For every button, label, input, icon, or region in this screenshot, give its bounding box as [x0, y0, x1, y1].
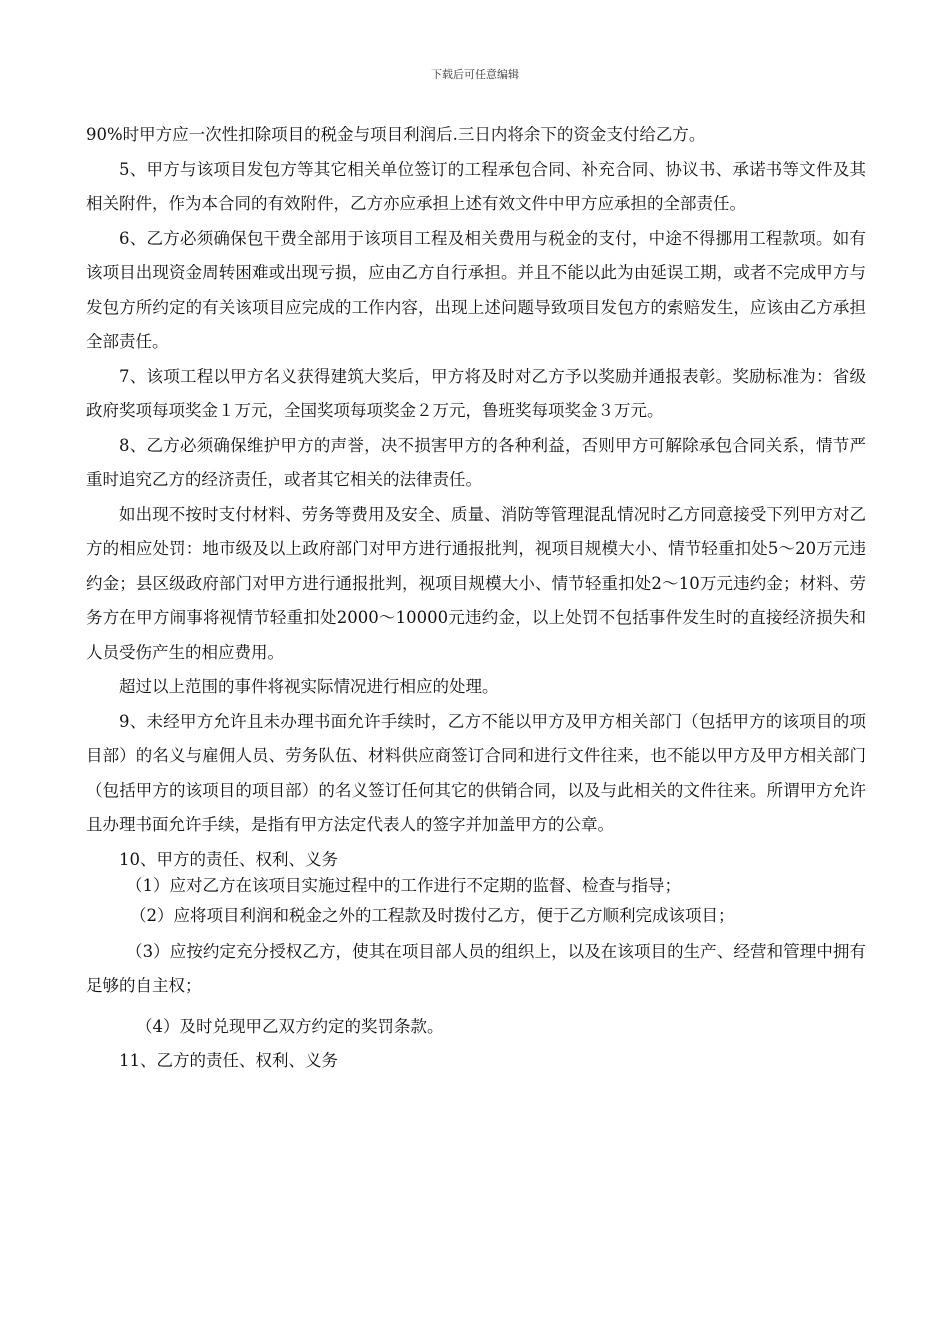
clause-10-heading: 10、甲方的责任、权利、义务	[119, 849, 338, 869]
clause-8-other: 超过以上范围的事件将视实际情况进行相应的处理。	[119, 677, 499, 696]
page-header-note: 下载后可任意编辑	[431, 68, 519, 81]
clause-6: 6、乙方必须确保包干费全部用于该项目工程及相关费用与税金的支付，中途不得挪用工程款项。如有该项目出现资金周转困难或出现亏损，应由乙方自行承担。并且不能以此为由延误工期，或者不完成甲方与发包方所约定的有关该项目应完成的工作内容，出现上述问题导致项目发包方的索赔发生，应该由乙方承担全部责任。	[86, 228, 866, 351]
clause-8: 8、乙方必须确保维护甲方的声誉，决不损害甲方的各种利益，否则甲方可解除承包合同关系，情节严重时追究乙方的经济责任，或者其它相关的法律责任。	[86, 435, 866, 489]
document-body	[86, 118, 866, 1079]
clause-7: 7、该项工程以甲方名义获得建筑大奖后，甲方将及时对乙方予以奖励并通报表彰。奖励标准为：省级政府奖项每项奖金１万元，全国奖项每项奖金２万元，鲁班奖每项奖金３万元。	[86, 366, 866, 420]
clause-10-item-1: （1）应对乙方在该项目实施过程中的工作进行不定期的监督、检查与指导；	[126, 875, 681, 895]
clause-10-item-3: （3）应按约定充分授权乙方，使其在项目部人员的组织上，以及在该项目的生产、经营和管理中拥有足够的自主权；	[86, 941, 866, 995]
clause-10-item-4: （4）及时兑现甲乙双方约定的奖罚条款。	[136, 1016, 444, 1036]
clause-8-penalties: 如出现不按时支付材料、劳务等费用及安全、质量、消防等管理混乱情况时乙方同意接受下列甲方对乙方的相应处罚：地市级及以上政府部门对甲方进行通报批判，视项目规模大小、情节轻重扣处5～20万元违约金；县区级政府部门对甲方进行通报批判，视项目规模大小、情节轻重扣处2～10万元违约金；材料、劳务方在甲方闹事将视情节轻重扣处2000～10000元违约金，以上处罚不包括事件发生时的直接经济损失和人员受伤产生的相应费用。	[86, 504, 866, 662]
paragraph-continuation: 90%时甲方应一次性扣除项目的税金与项目利润后.三日内将余下的资金支付给乙方。	[86, 125, 706, 144]
clause-11-heading: 11、乙方的责任、权利、义务	[119, 1051, 338, 1070]
clause-9: 9、未经甲方允许且未办理书面允许手续时，乙方不能以甲方及甲方相关部门（包括甲方的该项目的项目部）的名义与雇佣人员、劳务队伍、材料供应商签订合同和进行文件往来，也不能以甲方及甲方相关部门（包括甲方的该项目的项目部）的名义签订任何其它的供销合同，以及与此相关的文件往来。所谓甲方允许且办理书面允许手续，是指有甲方法定代表人的签字并加盖甲方的公章。	[86, 711, 866, 834]
clause-10-item-2: （2）应将项目利润和税金之外的工程款及时拨付乙方，便于乙方顺利完成该项目；	[130, 905, 735, 925]
clause-5: 5、甲方与该项目发包方等其它相关单位签订的工程承包合同、补充合同、协议书、承诺书等文件及其相关附件，作为本合同的有效附件，乙方亦应承担上述有效文件中甲方应承担的全部责任。	[86, 159, 866, 213]
